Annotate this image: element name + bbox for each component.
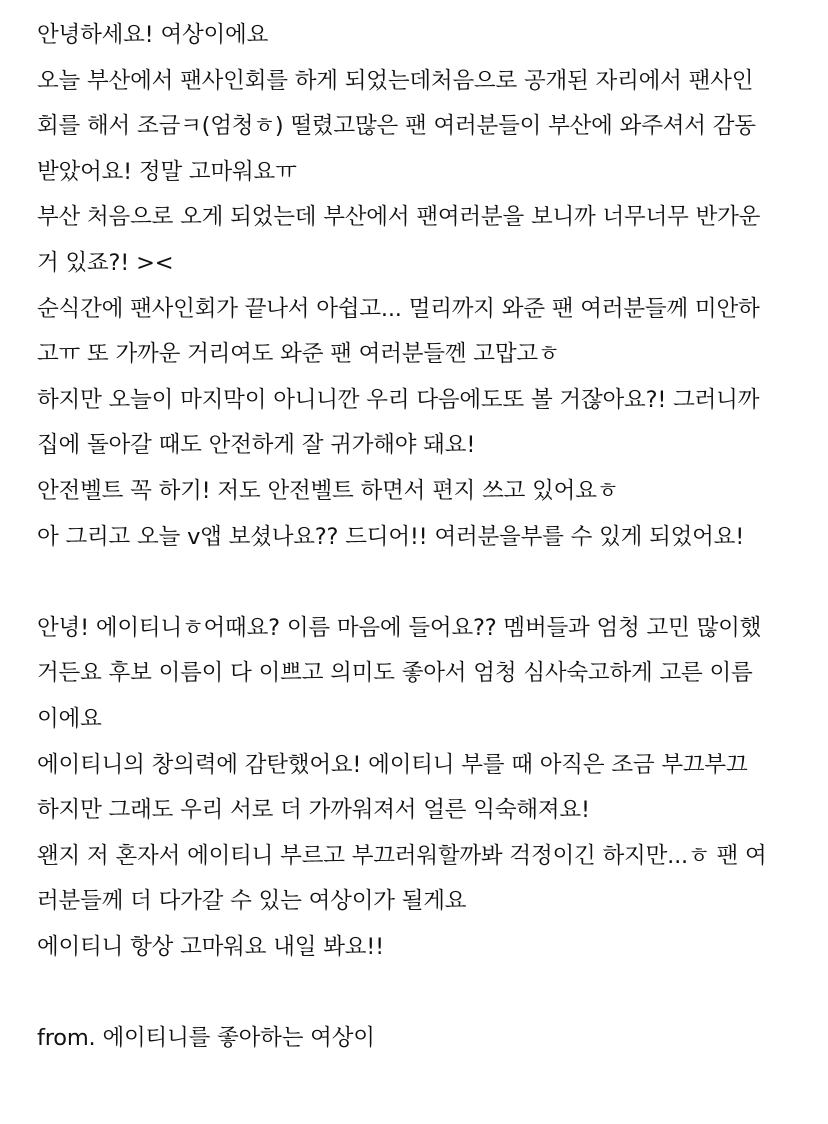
paragraph-break xyxy=(37,560,798,606)
letter-line: 순식간에 팬사인회가 끝나서 아쉽고... 멀리까지 와준 팬 여러분들께 미안하 xyxy=(37,295,760,322)
letter-signature: from. 에이티니를 좋아하는 여상이 xyxy=(37,1025,375,1052)
letter-line: 이에요 xyxy=(37,705,102,732)
letter-line: 왠지 저 혼자서 에이티니 부르고 부끄러워할까봐 걱정이긴 하지만...ㅎ 팬 여 xyxy=(37,842,767,869)
letter-line: 고ㅠ 또 가까운 거리여도 와준 팬 여러분들껜 고맙고ㅎ xyxy=(37,341,560,368)
letter-line: 에이티니의 창의력에 감탄했어요! 에이티니 부를 때 아직은 조금 부끄부끄 xyxy=(37,751,748,778)
letter-line: 하지만 오늘이 마지막이 아니니깐 우리 다음에도또 볼 거잖아요?! 그러니까 xyxy=(37,386,760,413)
letter-line: 부산 처음으로 오게 되었는데 부산에서 팬여러분을 보니까 너무너무 반가운 xyxy=(37,204,761,231)
letter-line: 받았어요! 정말 고마워요ㅠ xyxy=(37,158,297,185)
letter-line: 회를 해서 조금ㅋ(엄청ㅎ) 떨렸고많은 팬 여러분들이 부산에 와주셔서 감동 xyxy=(37,113,756,140)
letter-line: 거든요 후보 이름이 다 이쁘고 의미도 좋아서 엄청 심사숙고하게 고른 이름 xyxy=(37,660,753,687)
letter-line: 아 그리고 오늘 v앱 보셨나요?? 드디어!! 여러분을부를 수 있게 되었어요! xyxy=(37,523,745,550)
letter-line: 오늘 부산에서 팬사인회를 하게 되었는데처음으로 공개된 자리에서 팬사인 xyxy=(37,67,754,94)
letter-line: 하지만 그래도 우리 서로 더 가까워져서 얼른 익숙해져요! xyxy=(37,797,590,824)
letter-line: 안전벨트 꼭 하기! 저도 안전벨트 하면서 편지 쓰고 있어요ㅎ xyxy=(37,477,619,504)
letter-line: 러분들께 더 다가갈 수 있는 여상이가 될게요 xyxy=(37,888,467,915)
letter-line: 거 있죠?! >< xyxy=(37,249,174,276)
paragraph-break xyxy=(37,970,798,1016)
letter-line: 에이티니 항상 고마워요 내일 봐요!! xyxy=(37,933,384,960)
letter-line: 집에 돌아갈 때도 안전하게 잘 귀가해야 돼요! xyxy=(37,432,476,459)
letter-line: 안녕! 에이티니ㅎ어때요? 이름 마음에 들어요?? 멤버들과 엄청 고민 많이했 xyxy=(37,614,762,641)
letter-line: 안녕하세요! 여상이에요 xyxy=(37,22,269,48)
